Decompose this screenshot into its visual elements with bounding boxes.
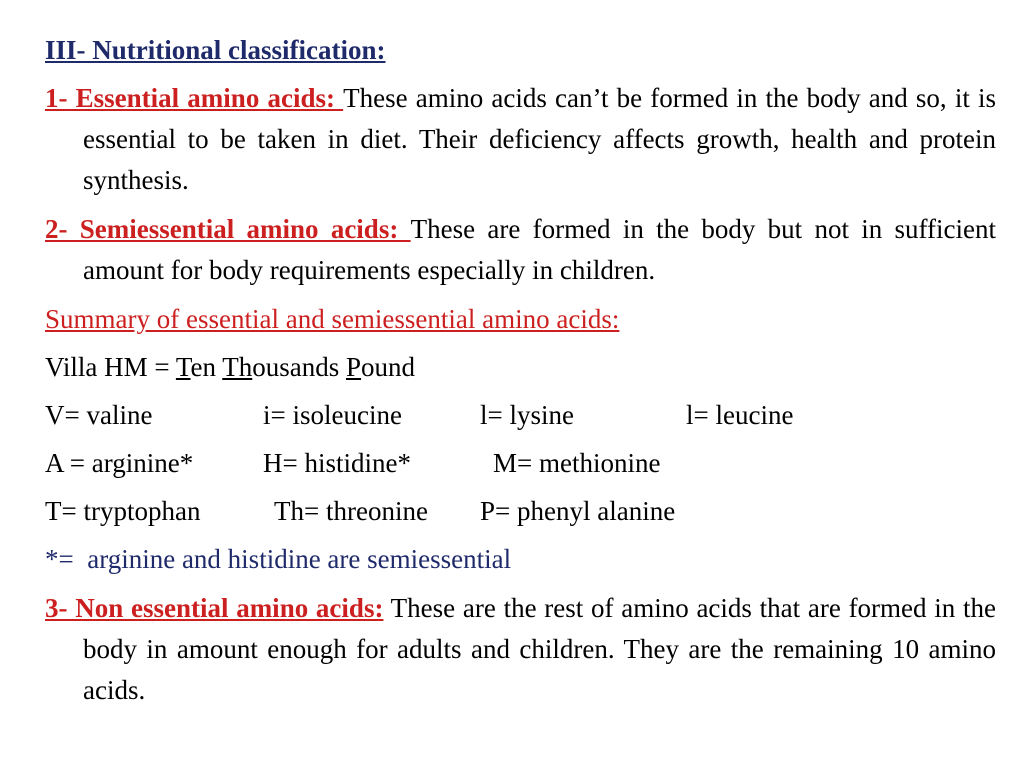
abbreviation-histidine: H= histidine* — [263, 448, 411, 478]
mnemonic-word-ten: en — [190, 352, 223, 382]
abbreviation-row-3 — [45, 491, 996, 532]
mnemonic-letter-th: Th — [222, 352, 253, 382]
section-heading: III- Nutritional classification: — [45, 35, 386, 65]
mnemonic-line — [45, 347, 996, 388]
abbreviation-isoleucine: i= isoleucine — [263, 400, 402, 430]
mnemonic-letter-t: T — [175, 352, 191, 382]
essential-lead: 1- Essential amino acids: — [45, 83, 344, 113]
abbreviation-threonine: Th= threonine — [274, 496, 428, 526]
mnemonic-letter-p: P — [345, 352, 362, 382]
nonessential-paragraph — [45, 588, 996, 711]
essential-body: These amino acids can’t be formed in the body and so, it is essential to be taken in diet. Their deficiency affects growth, health and protein synthesis. — [83, 83, 996, 195]
abbreviation-row-1 — [45, 395, 996, 436]
mnemonic-word-pound: ound — [361, 352, 416, 382]
essential-paragraph — [45, 78, 996, 201]
abbreviation-row-2 — [45, 443, 996, 484]
nonessential-body: These are the rest of amino acids that are formed in the body in amount enough for adults and children. They are the remaining 10 amino acids. — [83, 593, 996, 705]
semiessential-body: These are formed in the body but not in sufficient amount for body requirements especially in children. — [83, 214, 996, 285]
mnemonic-word-thousands: ousands — [252, 352, 346, 382]
abbreviation-lysine: l= lysine — [480, 400, 574, 430]
abbreviation-valine: V= valine — [45, 400, 153, 430]
semiessential-paragraph — [45, 209, 996, 291]
abbreviation-leucine: l= leucine — [686, 400, 794, 430]
slide-content — [45, 30, 996, 711]
nonessential-lead: 3- Non essential amino acids: — [45, 593, 384, 623]
abbreviation-tryptophan: T= tryptophan — [45, 496, 201, 526]
abbreviation-arginine: A = arginine* — [45, 448, 194, 478]
semiessential-footnote: *= arginine and histidine are semiessential — [45, 544, 512, 574]
semiessential-lead: 2- Semiessential amino acids: — [45, 214, 411, 244]
summary-heading: Summary of essential and semiessential amino acids: — [45, 304, 620, 334]
abbreviation-methionine: M= methionine — [493, 448, 661, 478]
abbreviation-phenyl-alanine: P= phenyl alanine — [480, 496, 676, 526]
mnemonic-prefix: Villa HM = — [45, 352, 176, 382]
